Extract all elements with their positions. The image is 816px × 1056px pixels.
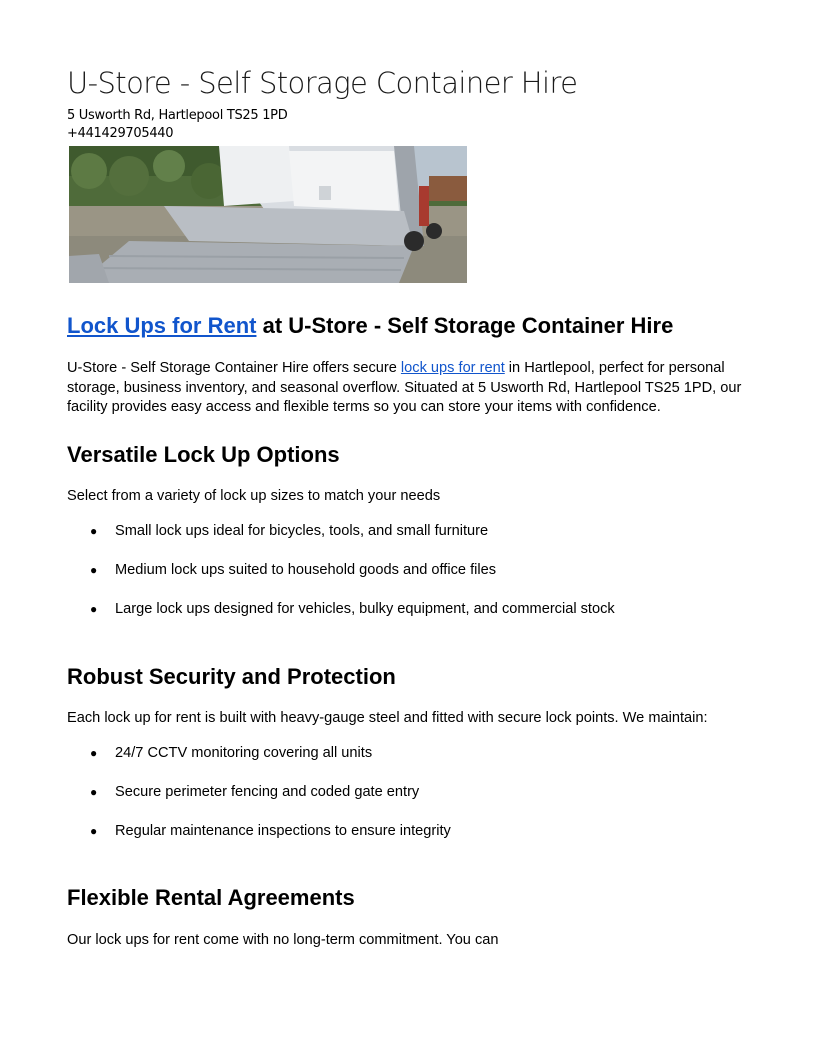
list-item bbox=[67, 783, 757, 822]
trailer-photo-icon bbox=[69, 146, 467, 283]
bullet-icon: ● bbox=[90, 563, 98, 577]
bullet-icon: ● bbox=[90, 602, 98, 616]
list-item bbox=[67, 561, 757, 600]
main-heading-rest: at U-Store - Self Storage Container Hire bbox=[256, 313, 674, 338]
security-list bbox=[67, 744, 757, 861]
lock-ups-for-rent-heading-link[interactable]: Lock Ups for Rent bbox=[67, 313, 257, 338]
page-title: U-Store - Self Storage Container Hire bbox=[67, 66, 578, 100]
list-item-text: Medium lock ups suited to household goods and office files bbox=[115, 562, 497, 578]
bullet-icon: ● bbox=[90, 746, 98, 760]
intro-paragraph bbox=[67, 359, 757, 418]
intro-text-before: U-Store - Self Storage Container Hire offers secure bbox=[67, 360, 401, 376]
options-heading: Versatile Lock Up Options bbox=[67, 442, 340, 467]
main-heading bbox=[67, 313, 673, 339]
security-lead: Each lock up for rent is built with heavy-gauge steel and fitted with secure lock points. We maintain: bbox=[67, 710, 708, 726]
list-item bbox=[67, 522, 757, 561]
bullet-icon: ● bbox=[90, 524, 98, 538]
list-item-text: Secure perimeter fencing and coded gate entry bbox=[115, 784, 420, 800]
phone-number: +441429705440 bbox=[67, 126, 174, 141]
address: 5 Usworth Rd, Hartlepool TS25 1PD bbox=[67, 108, 288, 123]
bullet-icon: ● bbox=[90, 824, 98, 838]
security-heading: Robust Security and Protection bbox=[67, 664, 396, 689]
list-item bbox=[67, 600, 757, 639]
list-item-text: Large lock ups designed for vehicles, bulky equipment, and commercial stock bbox=[115, 601, 615, 617]
list-item-text: Small lock ups ideal for bicycles, tools, and small furniture bbox=[115, 523, 489, 539]
intro-text-after: in Hartlepool, perfect for personal storage, business inventory, and seasonal overflow. Situated at 5 Usworth Rd, Hartlepool TS25 1PD, our facility provides easy access and flexible terms so you can store your items with confidence. bbox=[67, 360, 742, 415]
options-list bbox=[67, 522, 757, 639]
hero-image bbox=[69, 146, 467, 283]
lock-ups-for-rent-link[interactable]: lock ups for rent bbox=[400, 360, 505, 376]
list-item-text: Regular maintenance inspections to ensure integrity bbox=[115, 823, 451, 839]
list-item bbox=[67, 822, 757, 861]
options-lead: Select from a variety of lock up sizes to match your needs bbox=[67, 488, 441, 504]
flexible-heading: Flexible Rental Agreements bbox=[67, 885, 355, 910]
bullet-icon: ● bbox=[90, 785, 98, 799]
list-item bbox=[67, 744, 757, 783]
flexible-lead: Our lock ups for rent come with no long-term commitment. You can bbox=[67, 932, 499, 948]
list-item-text: 24/7 CCTV monitoring covering all units bbox=[115, 745, 373, 761]
